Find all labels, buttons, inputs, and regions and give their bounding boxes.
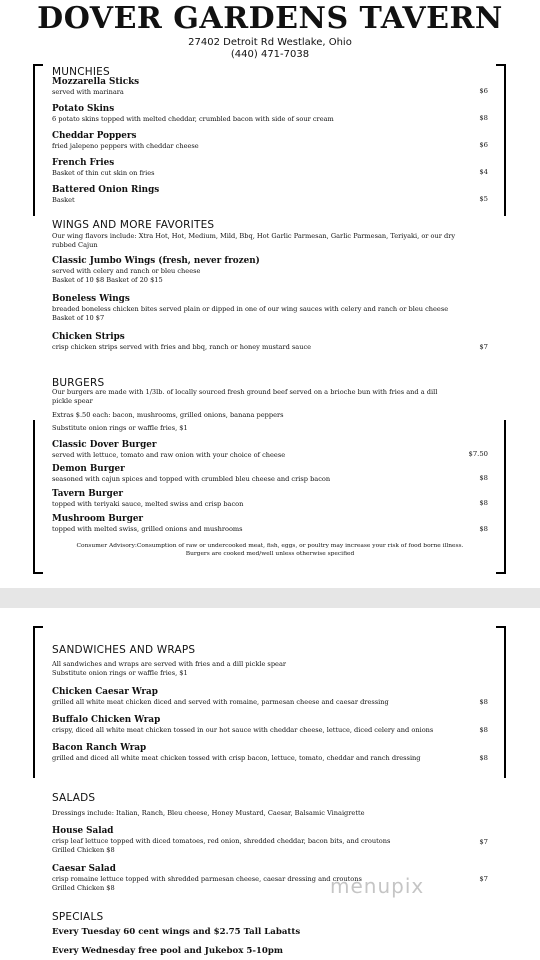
item-name: Tavern Burger	[52, 489, 124, 499]
item-price: $7.50	[468, 450, 488, 458]
item-name: French Fries	[52, 158, 115, 168]
wing-flavors-note: rubbed Cajun	[52, 241, 98, 249]
item-name: Chicken Caesar Wrap	[52, 687, 158, 697]
item-price: $6	[479, 87, 488, 95]
section-title-munchies: MUNCHIES	[52, 66, 110, 78]
item-name: Mozzarella Sticks	[52, 77, 140, 87]
restaurant-phone: (440) 471-7038	[230, 49, 310, 60]
menupix-watermark: menupix	[330, 874, 425, 898]
item-name: Chicken Strips	[52, 332, 125, 342]
item-price: $8	[479, 698, 488, 706]
item-name: Mushroom Burger	[52, 514, 144, 524]
dressings-note: Dressings include: Italian, Ranch, Bleu cheese, Honey Mustard, Caesar, Balsamic Vinaigrette	[52, 809, 365, 817]
item-description: topped with melted swiss, grilled onions and mushrooms	[52, 525, 243, 533]
burgers-note: pickle spear	[52, 397, 93, 405]
item-price: $8	[479, 474, 488, 482]
item-price: $6	[479, 141, 488, 149]
item-price: $8	[479, 525, 488, 533]
item-description: seasoned with cajun spices and topped with crumbled bleu cheese and crisp bacon	[52, 475, 331, 483]
item-description: breaded boneless chicken bites served plain or dipped in one of our wing sauces with celery and ranch or bleu cheese	[52, 305, 449, 313]
burgers-substitute: Substitute onion rings or waffle fries, $1	[52, 424, 188, 432]
section-title-burgers: BURGERS	[52, 377, 105, 389]
item-description: 6 potato skins topped with melted cheddar, crumbled bacon with side of sour cream	[52, 115, 334, 123]
item-description: grilled and diced all white meat chicken tossed with crisp bacon, lettuce, tomato, cheddar and ranch dressing	[52, 754, 421, 762]
item-description: fried jalepeno peppers with cheddar cheese	[52, 142, 199, 150]
section-title-specials: SPECIALS	[52, 911, 104, 923]
section-title-salads: SALADS	[52, 792, 96, 804]
item-price: $8	[479, 754, 488, 762]
item-price: $8	[479, 114, 488, 122]
item-name: Cheddar Poppers	[52, 131, 137, 141]
burgers-extras: Extras $.50 each: bacon, mushrooms, grilled onions, banana peppers	[52, 411, 284, 419]
item-name: Caesar Salad	[52, 864, 116, 874]
item-price: $4	[479, 168, 488, 176]
item-description: Basket of thin cut skin on fries	[52, 169, 155, 177]
item-description: Basket of 10 $7	[52, 314, 105, 322]
item-price: $5	[479, 195, 488, 203]
item-description: served with celery and ranch or bleu cheese	[52, 267, 201, 275]
item-name: Bacon Ranch Wrap	[52, 743, 147, 753]
sandwiches-note: All sandwiches and wraps are served with fries and a dill pickle spear	[52, 660, 287, 668]
item-name: Classic Dover Burger	[52, 440, 157, 450]
item-description: Grilled Chicken $8	[52, 884, 115, 892]
page-divider	[0, 588, 540, 608]
item-description: crisp romaine lettuce topped with shredded parmesan cheese, caesar dressing and croutons	[52, 875, 362, 883]
item-price: $7	[479, 838, 488, 846]
item-name: Battered Onion Rings	[52, 185, 160, 195]
item-description: crisp leaf lettuce topped with diced tomatoes, red onion, shredded cheddar, bacon bits, and croutons	[52, 837, 391, 845]
frame-bracket-top-left	[33, 626, 43, 778]
item-description: grilled all white meat chicken diced and served with romaine, parmesan cheese and caesar dressing	[52, 698, 389, 706]
item-description: topped with teriyaki sauce, melted swiss and crisp bacon	[52, 500, 244, 508]
frame-bracket-top-right	[496, 626, 506, 778]
restaurant-address: 27402 Detroit Rd Westlake, Ohio	[188, 37, 352, 48]
item-description: crispy, diced all white meat chicken tossed in our hot sauce with cheddar cheese, lettuce, diced celery and onions	[52, 726, 434, 734]
item-name: Demon Burger	[52, 464, 125, 474]
item-price: $8	[479, 499, 488, 507]
section-title-wings: WINGS AND MORE FAVORITES	[52, 219, 215, 231]
item-description: Basket	[52, 196, 75, 204]
frame-bracket-top-right	[496, 64, 506, 216]
item-description: Grilled Chicken $8	[52, 846, 115, 854]
item-description: Basket of 10 $8 Basket of 20 $15	[52, 276, 163, 284]
special-line: Every Tuesday 60 cent wings and $2.75 Tall Labatts	[52, 927, 301, 937]
item-name: Buffalo Chicken Wrap	[52, 715, 161, 725]
special-line: Every Wednesday free pool and Jukebox 5-10pm	[52, 946, 283, 956]
item-description: served with marinara	[52, 88, 124, 96]
burgers-note: Our burgers are made with 1/3lb. of locally sourced fresh ground beef served on a brioche bun with fries and a dill	[52, 388, 438, 396]
wing-flavors-note: Our wing flavors include: Xtra Hot, Hot, Medium, Mild, Bbq, Hot Garlic Parmesan, Garlic Parmesan, Teriyaki, or our dry	[52, 232, 456, 240]
section-title-sandwiches: SANDWICHES AND WRAPS	[52, 644, 196, 656]
item-name: House Salad	[52, 826, 114, 836]
sandwiches-note: Substitute onion rings or waffle fries, $1	[52, 669, 188, 677]
consumer-advisory: Burgers are cooked med/well unless otherwise specified	[185, 551, 355, 557]
item-name: Classic Jumbo Wings (fresh, never frozen)	[52, 256, 260, 266]
item-description: crisp chicken strips served with fries and bbq, ranch or honey mustard sauce	[52, 343, 312, 351]
consumer-advisory: Consumer Advisory:Consumption of raw or undercooked meat, fish, eggs, or poultry may increase your risk of food borne illness.	[76, 543, 464, 549]
frame-bracket-top-left	[33, 64, 43, 216]
item-price: $7	[479, 875, 488, 883]
item-name: Potato Skins	[52, 104, 115, 114]
item-description: served with lettuce, tomato and raw onion with your choice of cheese	[52, 451, 286, 459]
item-price: $8	[479, 726, 488, 734]
item-price: $7	[479, 343, 488, 351]
restaurant-title: DOVER GARDENS TAVERN	[37, 1, 503, 36]
item-name: Boneless Wings	[52, 294, 130, 304]
